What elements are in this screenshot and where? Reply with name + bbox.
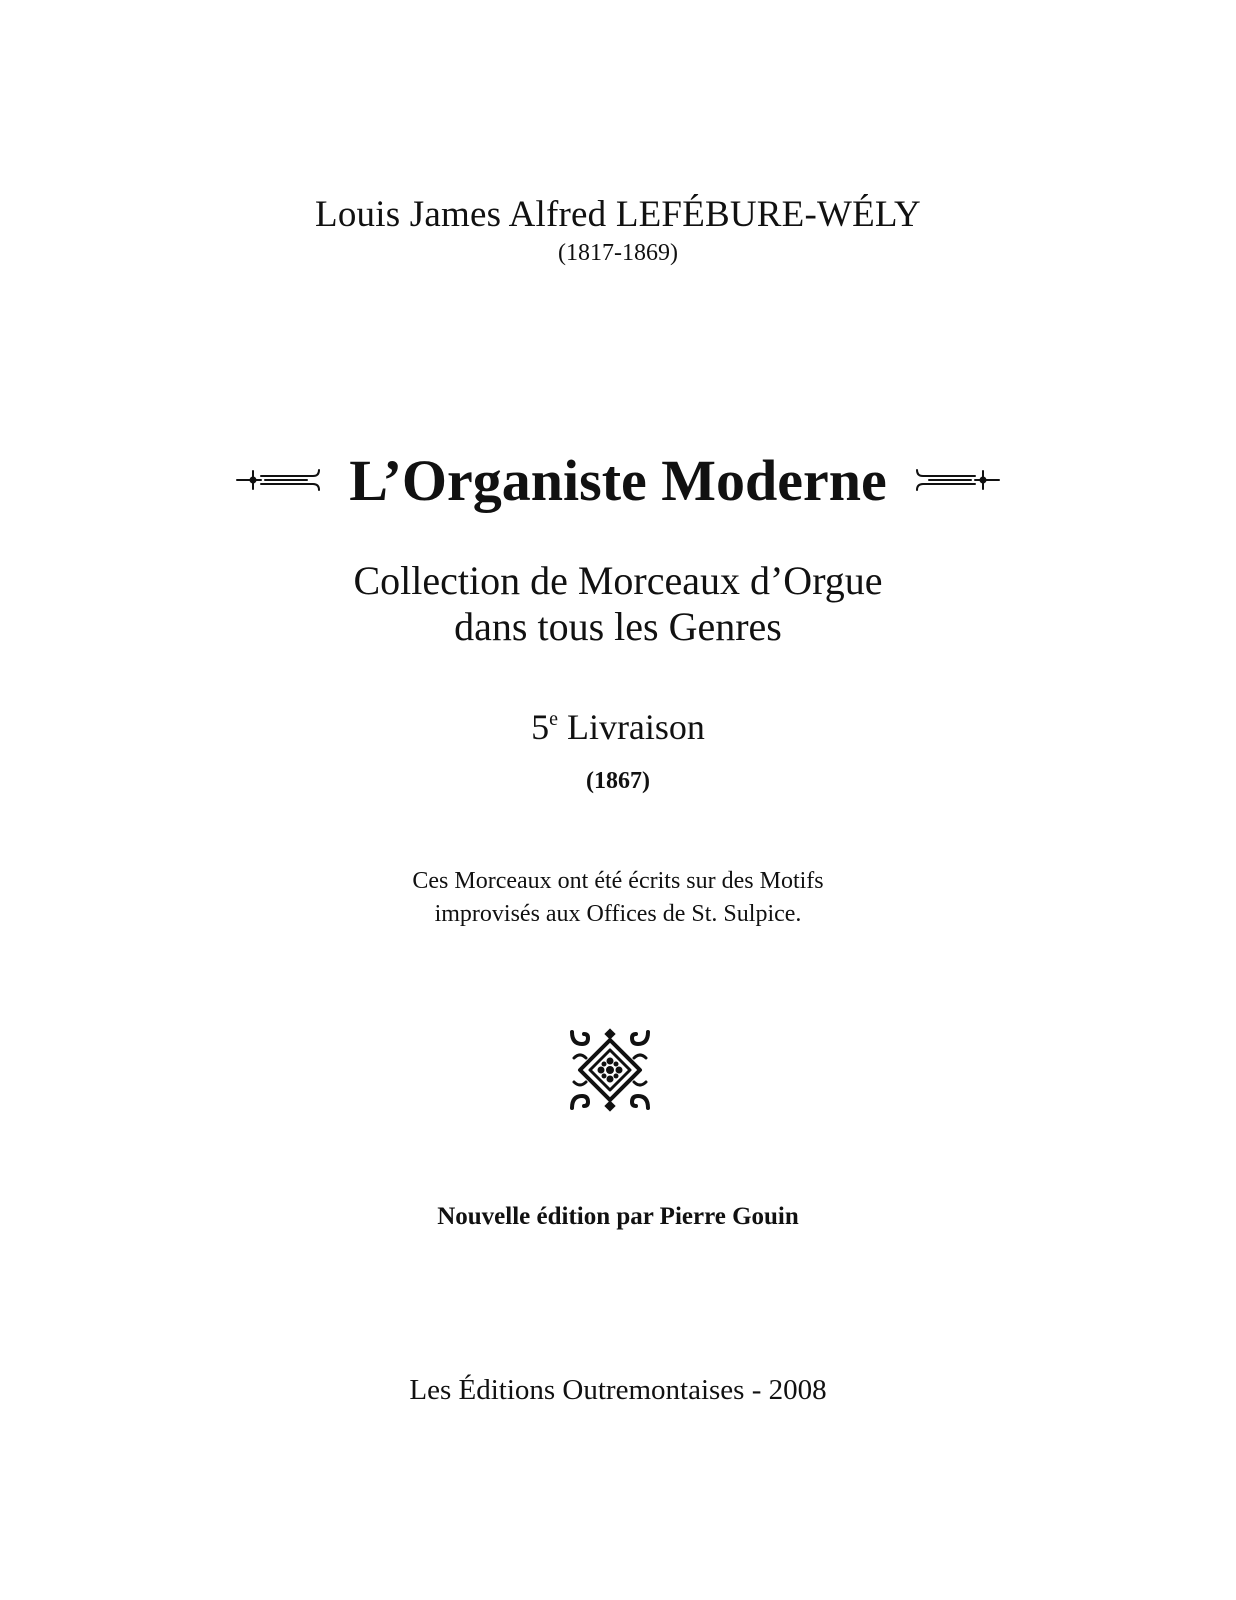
note-line-1: Ces Morceaux ont été écrits sur des Motifs [412, 868, 824, 894]
publisher: Les Éditions Outremontaises - 2008 [409, 1374, 827, 1406]
livraison-superscript: e [549, 708, 558, 730]
diamond-ornament-icon [568, 1028, 652, 1112]
editor-credit: Nouvelle édition par Pierre Gouin [437, 1203, 799, 1230]
livraison-number: 5 [531, 707, 550, 747]
title-row [0, 440, 1236, 520]
flourish-right-icon [915, 460, 1001, 500]
livraison [0, 706, 1236, 748]
note-line-2: improvisés aux Offices de St. Sulpice. [434, 901, 802, 927]
flourish-left-icon [235, 460, 321, 500]
subtitle-line-1: Collection de Morceaux d’Orgue [353, 558, 883, 603]
publication-year: (1867) [586, 768, 650, 794]
page-title: L’Organiste Moderne [349, 447, 887, 513]
livraison-label: Livraison [557, 707, 705, 747]
composer-name: Louis James Alfred LEFÉBURE-WÉLY [315, 194, 921, 235]
composer-dates: (1817-1869) [558, 240, 678, 266]
subtitle-line-2: dans tous les Genres [454, 604, 782, 649]
